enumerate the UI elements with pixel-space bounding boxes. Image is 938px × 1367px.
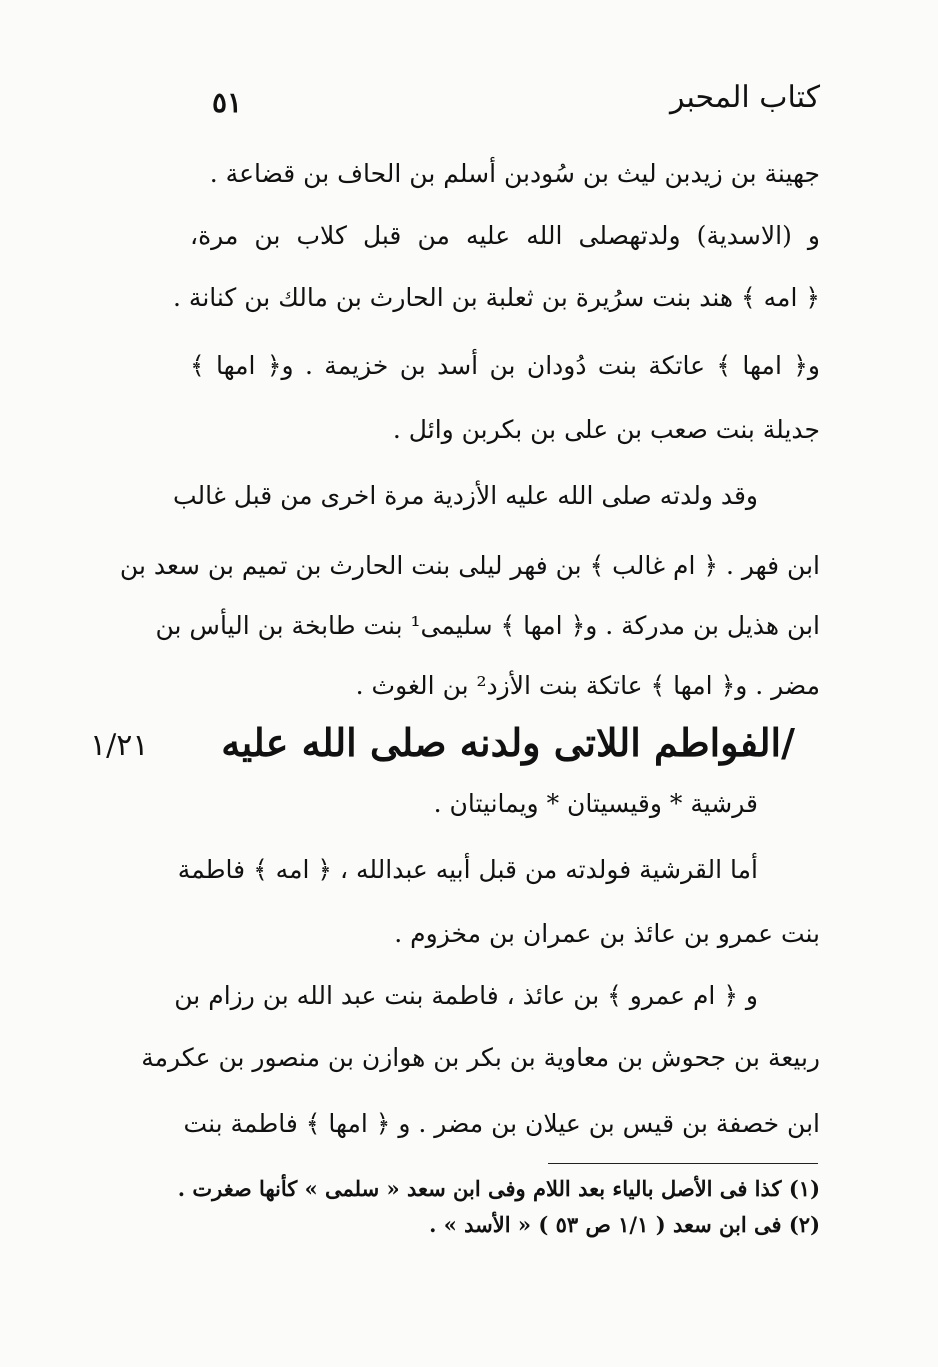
- section-heading: /الفواطم اللاتى ولدنه صلى الله عليه: [221, 720, 795, 765]
- book-title: كتاب المحبر: [669, 80, 820, 115]
- text-line: ابن خصفة بن قيس بن عيلان بن مضر . و ﴿ امها ﴾ فاطمة بنت: [183, 1109, 820, 1138]
- text-line: مضر . و﴿ امها ﴾ عاتكة بنت الأزد² بن الغوث .: [355, 671, 820, 700]
- text-line: قرشية * وقيسيتان * ويمانيتان .: [433, 789, 758, 818]
- text-line: ربيعة بن جحوش بن معاوية بن بكر بن هوازن بن منصور بن عكرمة: [141, 1043, 820, 1072]
- text-line: ابن فهر . ﴿ ام غالب ﴾ بن فهر ليلى بنت الحارث بن تميم بن سعد بن: [119, 551, 820, 580]
- footnote: (١) كذا فى الأصل بالياء بعد اللام وفى ابن سعد « سلمى » كأنها صغرت .: [177, 1176, 820, 1201]
- text-line: و﴿ امها ﴾ عاتكة بنت دُودان بن أسد بن خزيمة . و﴿ امها ﴾: [190, 351, 820, 380]
- footnote-divider: [548, 1163, 818, 1164]
- text-line: أما القرشية فولدته من قبل أبيه عبدالله ، ﴿ امه ﴾ فاطمة: [177, 855, 758, 884]
- text-line: و ﴿ ام عمرو ﴾ بن عائذ ، فاطمة بنت عبد الله بن رزام بن: [174, 981, 758, 1010]
- text-line: جهينة بن زيدبن ليث بن سُودبن أسلم بن الحاف بن قضاعة .: [209, 159, 820, 188]
- page-number: ٥١: [212, 86, 243, 119]
- text-line: ابن هذيل بن مدركة . و﴿ امها ﴾ سليمى¹ بنت طابخة بن اليأس بن: [155, 611, 820, 640]
- footnote: (٢) فى ابن سعد ( ١/١ ص ٥٣ ) « الأسد » .: [429, 1212, 820, 1237]
- text-line: جديلة بنت صعب بن على بن بكربن وائل .: [392, 415, 820, 444]
- text-line: بنت عمرو بن عائذ بن عمران بن مخزوم .: [394, 919, 820, 948]
- text-line: و (الاسدية) ولدتهصلى الله عليه من قبل كلاب بن مرة،: [190, 221, 820, 250]
- text-line: ﴿ امه ﴾ هند بنت سرُيرة بن ثعلبة بن الحارث بن مالك بن كنانة .: [173, 283, 820, 312]
- page-header: [190, 80, 820, 130]
- text-line: وقد ولدته صلى الله عليه الأزدية مرة اخرى من قبل غالب: [172, 481, 758, 510]
- margin-reference: ١/٢١: [90, 728, 149, 763]
